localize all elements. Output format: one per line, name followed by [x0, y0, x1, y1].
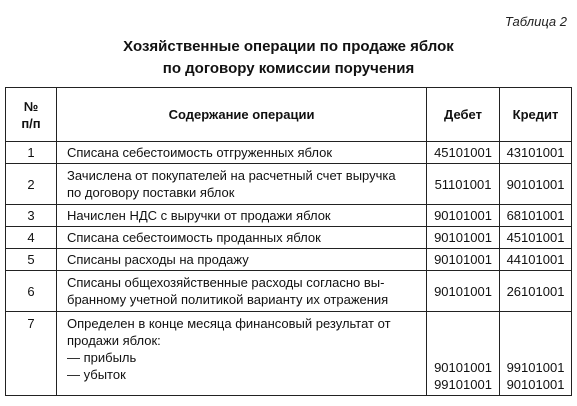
row-number: 7: [6, 312, 57, 396]
row-number: 6: [6, 271, 57, 312]
header-num-line2: п/п: [21, 115, 41, 131]
table-row: [6, 312, 572, 396]
debit-account-value: 90101001: [434, 283, 492, 299]
description-line: Начислен НДС с выручки от продажи яблок: [67, 208, 331, 223]
debit-account: [427, 249, 500, 271]
credit-account-value: 43101001: [506, 145, 565, 160]
row-number: 3: [6, 205, 57, 227]
debit-account: [427, 312, 500, 396]
debit-account-value: 90101001: [434, 208, 492, 223]
credit-account-value: 26101001: [506, 283, 565, 299]
credit-account-value: 68101001: [506, 208, 565, 223]
credit-account-value: 90101001: [506, 377, 565, 392]
credit-account: [500, 312, 572, 396]
description-line: бранному учетной политикой варианту их отражения: [67, 292, 389, 307]
operation-description: [57, 227, 427, 249]
credit-account-value: 90101001: [506, 176, 565, 192]
table-row: [6, 271, 572, 312]
header-num-line1: №: [23, 98, 39, 114]
debit-account: [427, 205, 500, 227]
debit-account-value: 45101001: [434, 145, 492, 160]
description-line: Списаны общехозяйственные расходы согласно вы-: [67, 275, 385, 290]
operations-table: [5, 87, 572, 396]
title-line-1: Хозяйственные операции по продаже яблок: [123, 38, 454, 55]
table-row: [6, 205, 572, 227]
header-num: [6, 88, 57, 142]
row-number: 1: [6, 142, 57, 164]
credit-account: [500, 227, 572, 249]
credit-account: [500, 205, 572, 227]
debit-account: [427, 142, 500, 164]
description-line: — прибыль: [67, 350, 137, 365]
row-number: 4: [6, 227, 57, 249]
credit-account: [500, 164, 572, 205]
description-line: Списана себестоимость отгруженных яблок: [67, 145, 333, 160]
table-row: [6, 164, 572, 205]
table-row: [6, 227, 572, 249]
credit-account: [500, 142, 572, 164]
credit-account: [500, 249, 572, 271]
description-line: Зачислена от покупателей на расчетный счет выручка: [67, 168, 396, 183]
description-line: Списана себестоимость проданных яблок: [67, 230, 321, 245]
header-debit: Дебет: [427, 88, 500, 142]
document-title: [0, 36, 577, 80]
description-line: Списаны расходы на продажу: [67, 252, 249, 267]
credit-account-value: 45101001: [506, 230, 565, 245]
operation-description: [57, 205, 427, 227]
operation-description: [57, 271, 427, 312]
description-line: — убыток: [67, 367, 126, 382]
operation-description: [57, 142, 427, 164]
debit-account-value: 99101001: [434, 377, 492, 392]
operation-description: [57, 312, 427, 396]
table-body: [6, 142, 572, 396]
description-line: продажи яблок:: [67, 333, 161, 348]
debit-account-value: 90101001: [434, 230, 492, 245]
row-number: 2: [6, 164, 57, 205]
credit-account-value: 44101001: [506, 252, 565, 267]
header-row: [6, 88, 572, 142]
table-number-label: Таблица 2: [504, 14, 567, 29]
description-line: Определен в конце месяца финансовый результат от: [67, 316, 391, 331]
credit-account-value: 99101001: [506, 360, 565, 375]
header-content: Содержание операции: [57, 88, 427, 142]
table-row: [6, 249, 572, 271]
debit-account-value: 90101001: [434, 252, 492, 267]
operation-description: [57, 249, 427, 271]
row-number: 5: [6, 249, 57, 271]
table-row: [6, 142, 572, 164]
debit-account: [427, 164, 500, 205]
debit-account: [427, 227, 500, 249]
description-line: по договору поставки яблок: [67, 185, 235, 200]
header-credit: Кредит: [500, 88, 572, 142]
debit-account-value: 90101001: [434, 360, 492, 375]
credit-account: [500, 271, 572, 312]
operation-description: [57, 164, 427, 205]
title-line-2: по договору комиссии поручения: [162, 60, 415, 77]
debit-account-value: 51101001: [434, 176, 492, 192]
debit-account: [427, 271, 500, 312]
